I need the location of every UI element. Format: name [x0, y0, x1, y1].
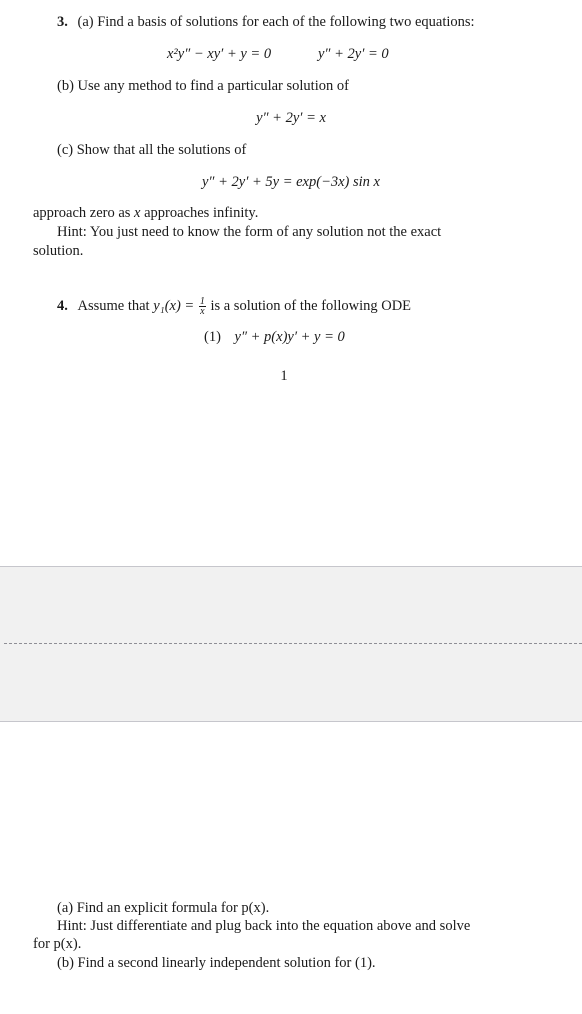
q4-fraction: [199, 297, 206, 316]
q4-equation-row: [204, 329, 345, 346]
q4-fraction-denominator: x: [200, 306, 205, 317]
q4-assume-suffix: is a solution of the following ODE: [210, 298, 412, 314]
q3-hint-line2: solution.: [33, 243, 84, 259]
q3-number: 3.: [57, 14, 68, 30]
page-break-dashed-line: [4, 643, 582, 644]
q4-fraction-numerator: 1: [199, 296, 205, 307]
q4-equation: y″ + p(x)y′ + y = 0: [234, 329, 345, 345]
q3-part-a-text: (a) Find a basis of solutions for each of the following two equations:: [77, 14, 475, 30]
q3-equation-a1: x²y″ − xy′ + y = 0: [167, 46, 272, 62]
q3-equation-a2: y″ + 2y′ = 0: [318, 46, 389, 62]
q3-part-c-text: (c) Show that all the solutions of: [57, 142, 247, 158]
q4-y1: y₁(x) =: [153, 298, 195, 314]
page-number: 1: [280, 368, 288, 384]
q3-approach-line: [33, 205, 258, 222]
q4-hint-line1: Hint: Just differentiate and plug back into the equation above and solve: [57, 918, 471, 934]
q3-equation-c: y″ + 2y′ + 5y = exp(−3x) sin x: [202, 174, 380, 190]
q4-hint-line2: for p(x).: [33, 936, 82, 952]
q3-header: [57, 14, 475, 31]
q3-approach-prefix: approach zero as: [33, 205, 131, 221]
page-break-gap: [0, 566, 582, 722]
q4-number: 4.: [57, 298, 68, 314]
q4-part-b-text: (b) Find a second linearly independent solution for (1).: [57, 955, 376, 971]
q3-hint-line1: Hint: You just need to know the form of any solution not the exact: [57, 224, 442, 240]
q4-part-a-text: (a) Find an explicit formula for p(x).: [57, 900, 270, 916]
q3-approach-suffix: approaches infinity.: [144, 205, 259, 221]
q4-assume-prefix: Assume that: [77, 298, 150, 314]
q3-approach-var: x: [134, 205, 141, 221]
q4-equation-label: (1): [204, 329, 221, 345]
q3-equation-b: y″ + 2y′ = x: [256, 110, 326, 126]
q3-part-b-text: (b) Use any method to find a particular solution of: [57, 78, 349, 94]
q4-header: [57, 297, 411, 316]
